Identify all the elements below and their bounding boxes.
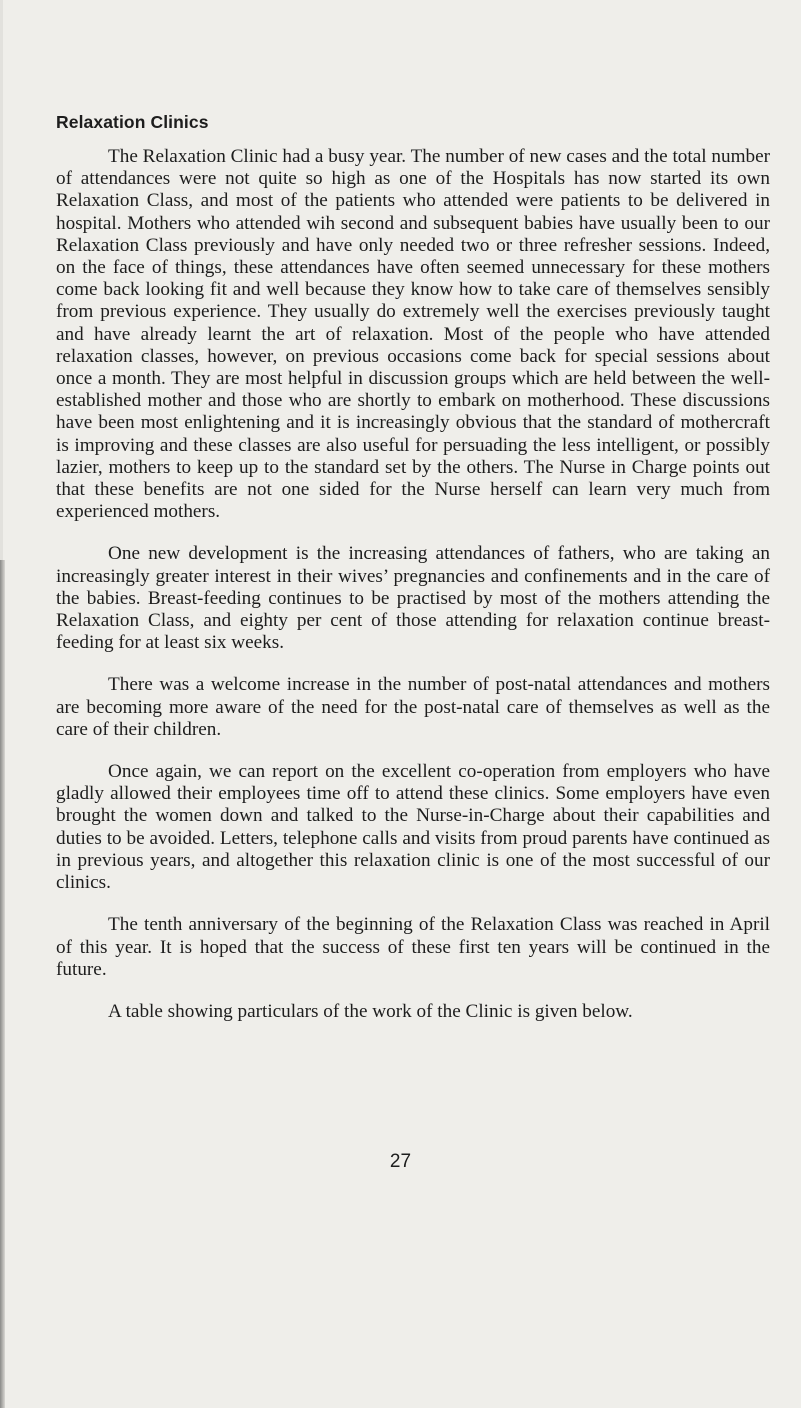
paragraph-employers: Once again, we can report on the excellent co-operation from employers who have gladly allowed their employees time off to attend these clinics. Some employers have even brought the women down and talked to the Nurse-in-Charge about their capabilities and duties to be avoided. Letters, telephone calls and visits from proud parents have continued as in previous years, and altogether this relaxation clinic is one of the most successful of our clinics. xyxy=(56,761,770,894)
page-edge-shadow xyxy=(0,560,5,1408)
paragraph-clinic-year: The Relaxation Clinic had a busy year. The number of new cases and the total number of attendances were not quite so high as one of the Hospitals has now started its own Relaxation Class, and most of the patients who attended were patients to be delivered in hospital. Mothers who attended wih second and subsequent babies have usually been to our Relaxation Class previously and have only needed two or three refresher sessions. Indeed, on the face of things, these attendances have often seemed unnecessary for these mothers come back looking fit and well because they know how to take care of themselves sensibly from previous experience. They usually do extremely well the exercises previously taught and have already learnt the art of relaxation. Most of the people who have attended relaxation classes, however, on previous occasions come back for special sessions about once a month. They are most helpful in discussion groups which are held between the well-established mother and those who are shortly to embark on motherhood. These discussions have been most enlightening and it is increasingly obvious that the standard of mothercraft is improving and these classes are also useful for persuading the less intelligent, or possibly lazier, mothers to keep up to the standard set by the others. The Nurse in Charge points out that these benefits are not one sided for the Nurse herself can learn very much from experienced mothers. xyxy=(56,146,770,523)
page-edge-shadow-top xyxy=(0,0,3,560)
paragraph-anniversary: The tenth anniversary of the beginning of the Relaxation Class was reached in April of this year. It is hoped that the success of these first ten years will be continued in the future. xyxy=(56,914,770,980)
paragraph-fathers: One new development is the increasing attendances of fathers, who are taking an increasingly greater interest in their wives’ pregnancies and confinements and in the care of the babies. Breast-feeding continues to be practised by most of the mothers attending the Relaxation Class, and eighty per cent of those attending for relaxation continue breast-feeding for at least six weeks. xyxy=(56,543,770,654)
paragraph-post-natal: There was a welcome increase in the number of post-natal attendances and mothers are becoming more aware of the need for the post-natal care of themselves as well as the care of their children. xyxy=(56,674,770,740)
section-heading: Relaxation Clinics xyxy=(56,112,209,132)
page-number: 27 xyxy=(389,1151,412,1172)
paragraph-table-note: A table showing particulars of the work of the Clinic is given below. xyxy=(108,1000,633,1022)
document-body xyxy=(56,112,770,1045)
